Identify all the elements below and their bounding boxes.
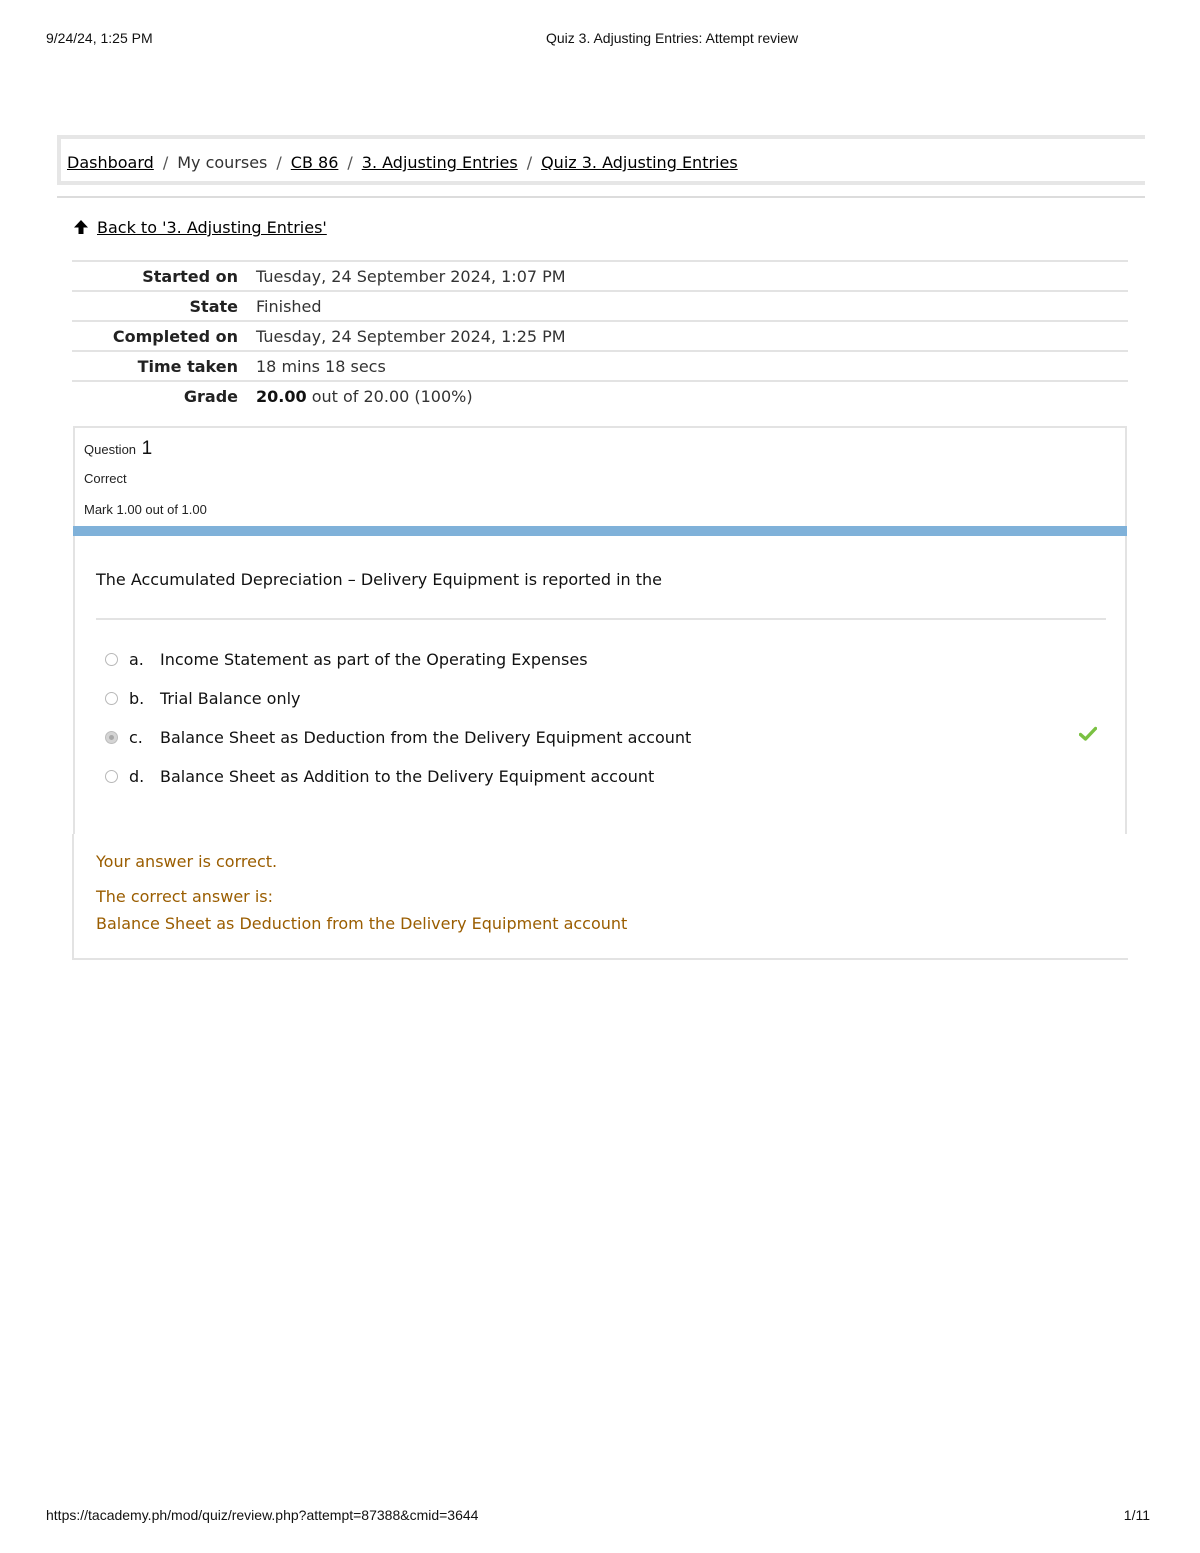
answer-letter: c. (129, 728, 143, 747)
answer-letter: d. (129, 767, 145, 786)
question-divider (96, 618, 1106, 620)
started-on-value: Tuesday, 24 September 2024, 1:07 PM (256, 267, 566, 286)
breadcrumb-separator: / (162, 153, 169, 172)
question-number-value: 1 (141, 438, 153, 459)
answer-radio[interactable] (105, 692, 118, 705)
grade-score: 20.00 (256, 387, 307, 406)
question-info (73, 426, 1127, 526)
breadcrumb (67, 153, 738, 172)
answer-radio[interactable] (105, 653, 118, 666)
time-taken-value: 18 mins 18 secs (256, 357, 386, 376)
attempt-summary-table (72, 260, 1128, 410)
time-taken-label: Time taken (137, 357, 238, 376)
check-icon (1079, 726, 1097, 742)
breadcrumb-quiz[interactable]: Quiz 3. Adjusting Entries (541, 153, 738, 172)
question-mark: Mark 1.00 out of 1.00 (84, 502, 207, 517)
question-prefix: Question (84, 442, 137, 457)
summary-row (72, 320, 1128, 350)
breadcrumb-separator: / (276, 153, 282, 172)
print-title: Quiz 3. Adjusting Entries: Attempt review (546, 30, 799, 46)
print-header (46, 30, 1150, 50)
feedback-correct-answer: Balance Sheet as Deduction from the Delivery Equipment account (96, 914, 628, 933)
print-url: https://tacademy.ph/mod/quiz/review.php?attempt=87388&cmid=3644 (46, 1507, 479, 1523)
summary-row (72, 260, 1128, 290)
question-accent-bar (73, 526, 1127, 536)
print-page-count: 1/11 (1123, 1507, 1150, 1523)
answer-text: Trial Balance only (160, 689, 301, 708)
breadcrumb-my-courses: My courses (177, 153, 268, 172)
question-content (73, 536, 1127, 834)
summary-row (72, 380, 1128, 410)
answer-option-a[interactable] (105, 650, 1105, 674)
started-on-label: Started on (142, 267, 238, 286)
answer-option-c[interactable] (105, 728, 1105, 752)
answer-radio[interactable] (105, 770, 118, 783)
back-link-row (73, 218, 327, 239)
breadcrumb-course[interactable]: CB 86 (290, 153, 339, 172)
breadcrumb-bar (57, 135, 1145, 185)
feedback-correct-label: The correct answer is: (96, 887, 273, 906)
answer-text: Income Statement as part of the Operating Expenses (160, 650, 588, 669)
completed-on-value: Tuesday, 24 September 2024, 1:25 PM (256, 327, 566, 346)
breadcrumb-separator: / (347, 153, 353, 172)
completed-on-label: Completed on (112, 327, 238, 346)
summary-row (72, 350, 1128, 380)
question-feedback (72, 834, 1128, 960)
answer-letter: b. (129, 689, 145, 708)
question-text: The Accumulated Depreciation – Delivery Equipment is reported in the (96, 570, 663, 589)
state-label: State (189, 297, 238, 316)
feedback-result: Your answer is correct. (96, 852, 278, 871)
breadcrumb-section[interactable]: 3. Adjusting Entries (361, 153, 518, 172)
grade-out-of: out of 20.00 (100%) (306, 387, 473, 406)
answer-option-d[interactable] (105, 767, 1105, 791)
answer-text: Balance Sheet as Deduction from the Delivery Equipment account (160, 728, 692, 747)
breadcrumb-separator: / (526, 153, 533, 172)
grade-value (256, 387, 473, 406)
answer-text: Balance Sheet as Addition to the Delivery Equipment account (160, 767, 655, 786)
print-date: 9/24/24, 1:25 PM (46, 30, 153, 46)
arrow-up-icon (73, 219, 91, 239)
state-value: Finished (256, 297, 322, 316)
print-footer (46, 1507, 1150, 1527)
answer-letter: a. (129, 650, 144, 669)
question-number (84, 438, 152, 460)
answer-radio-selected[interactable] (105, 731, 118, 744)
grade-label: Grade (183, 387, 238, 406)
answer-option-b[interactable] (105, 689, 1105, 713)
question-state: Correct (84, 471, 127, 486)
breadcrumb-dashboard[interactable]: Dashboard (67, 153, 154, 172)
back-to-section-link[interactable]: Back to '3. Adjusting Entries' (97, 218, 327, 237)
summary-row (72, 290, 1128, 320)
header-divider (57, 196, 1145, 198)
